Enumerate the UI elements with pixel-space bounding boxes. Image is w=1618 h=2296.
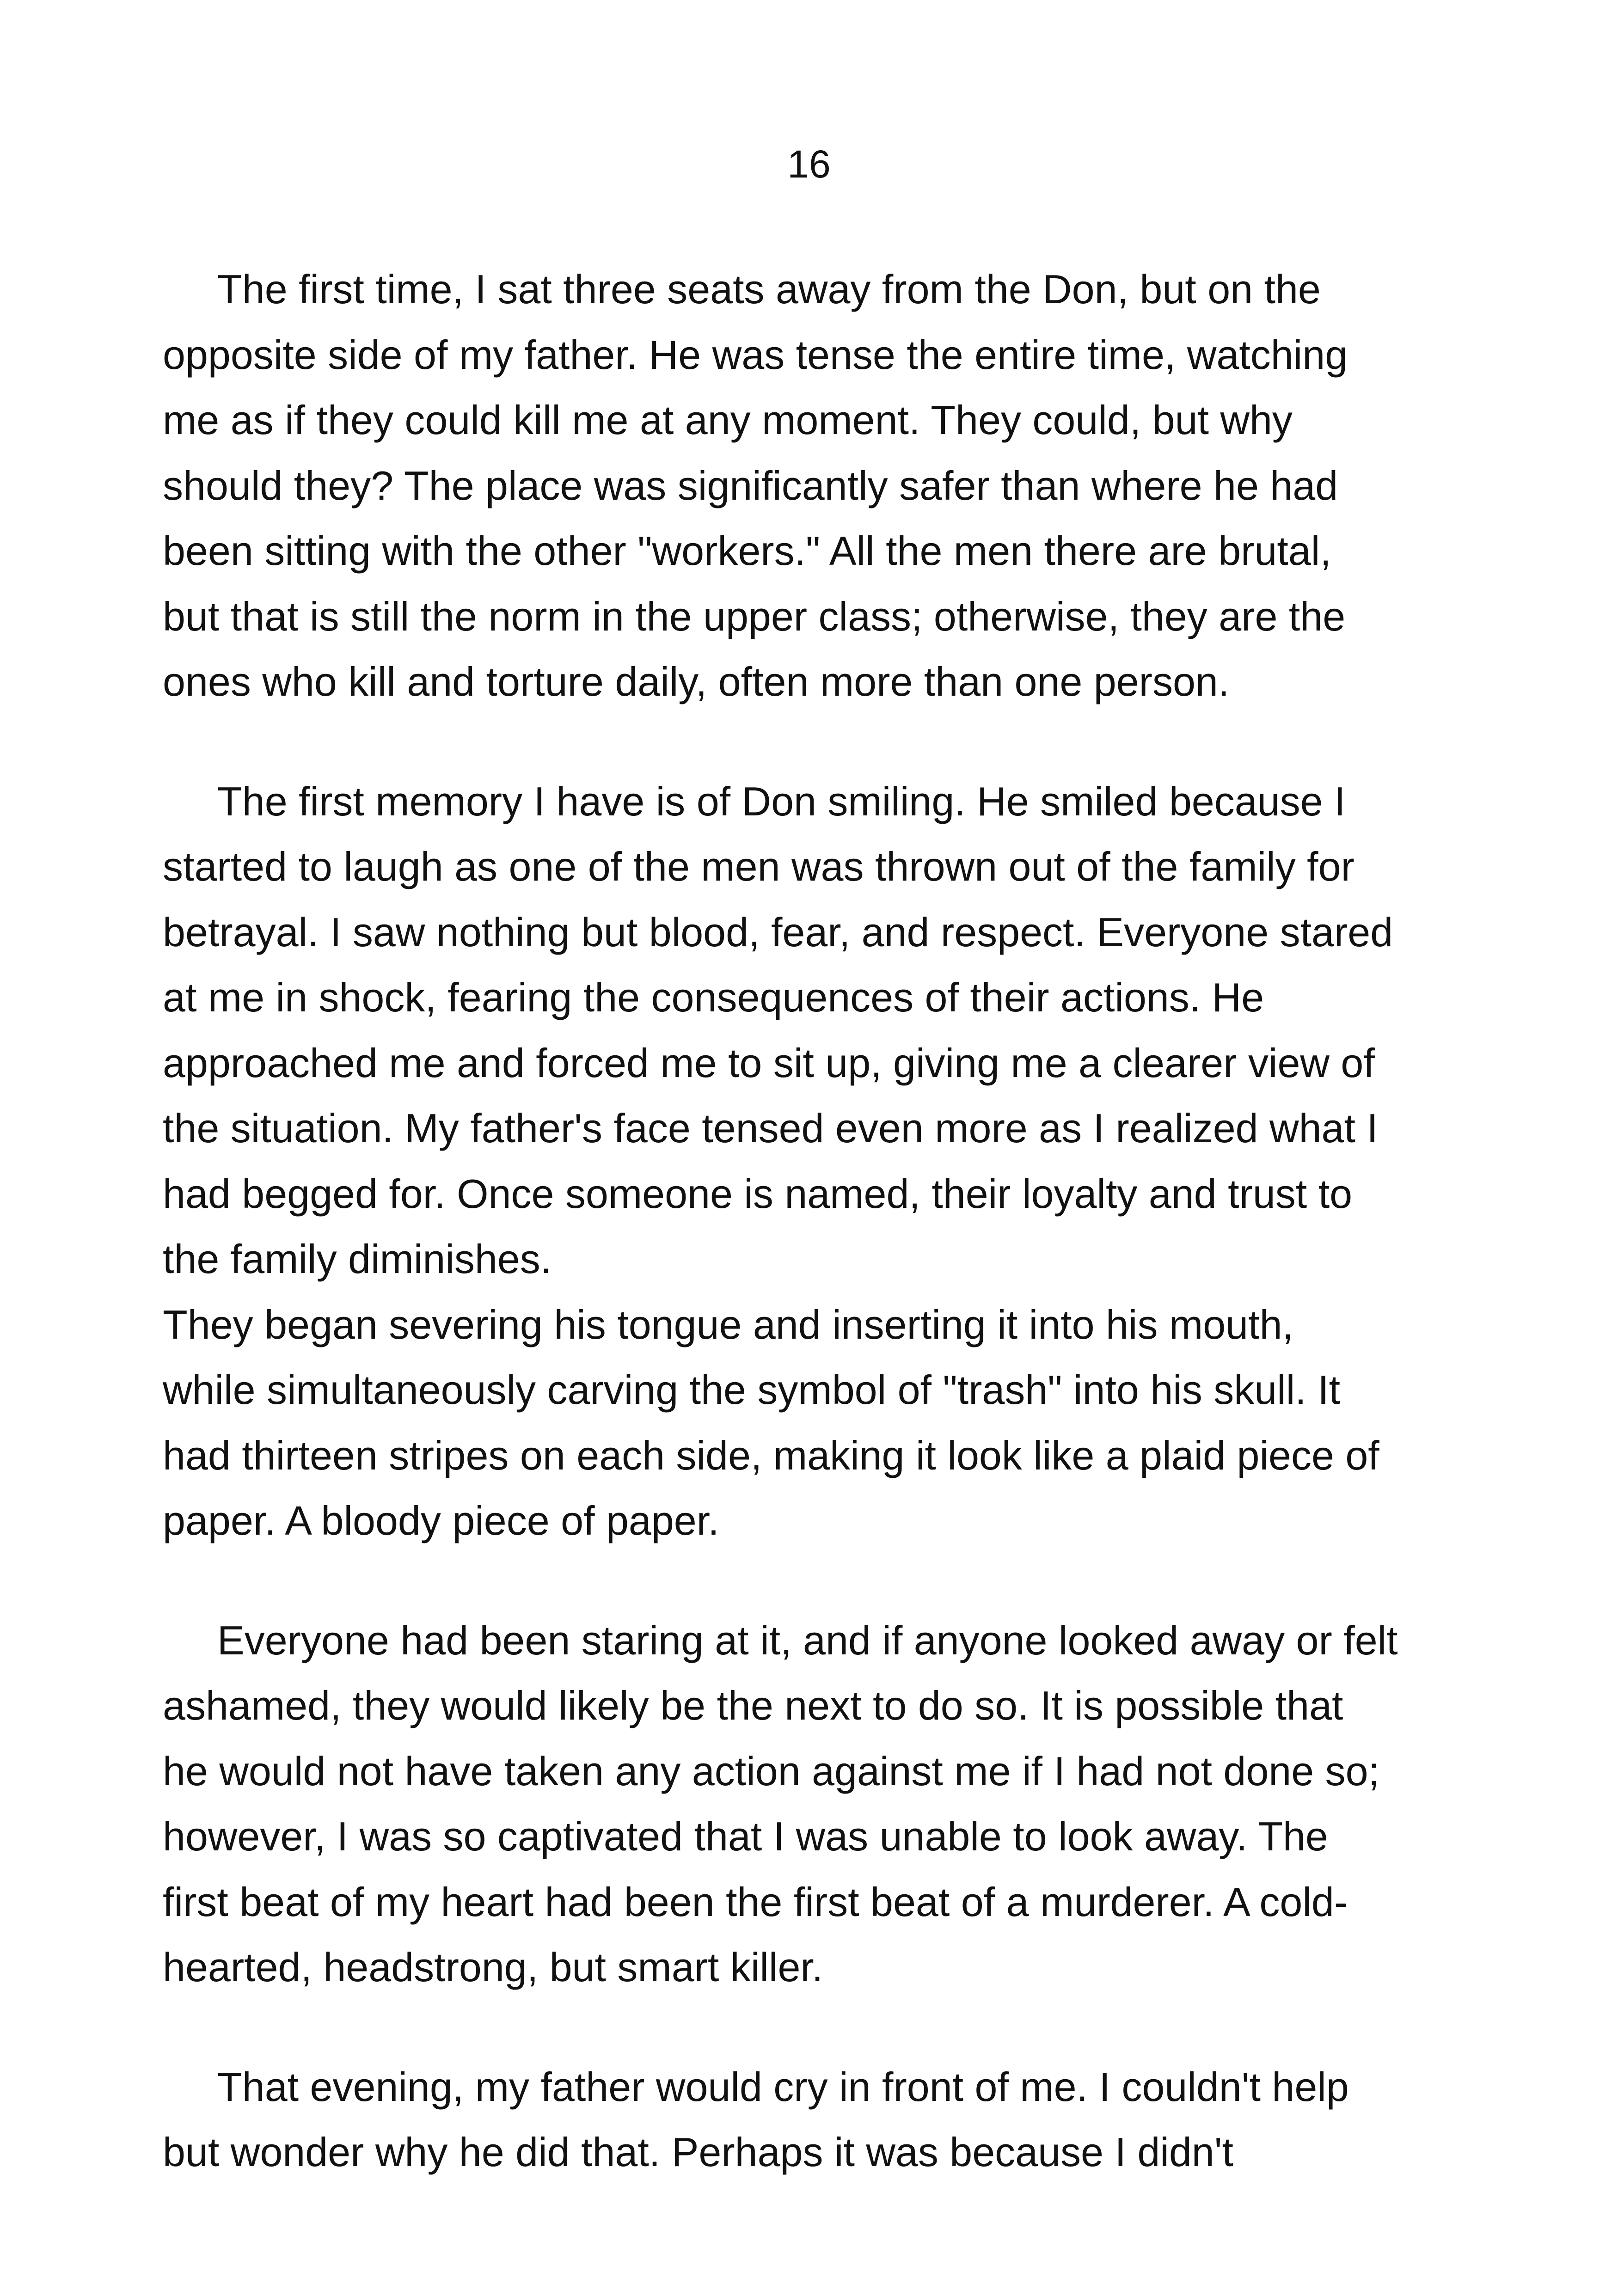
text-line: however, I was so captivated that I was unable to look away. The bbox=[163, 1813, 1328, 1859]
page-number: 16 bbox=[787, 142, 831, 186]
body-text bbox=[163, 257, 1466, 2185]
text-line: first beat of my heart had been the first beat of a murderer. A cold- bbox=[163, 1879, 1348, 1925]
text-line: should they? The place was significantly safer than where he had bbox=[163, 462, 1338, 508]
text-line: at me in shock, fearing the consequences of their actions. He bbox=[163, 974, 1264, 1020]
text-line: started to laugh as one of the men was thrown out of the family for bbox=[163, 844, 1354, 889]
paragraph-1 bbox=[163, 257, 1466, 715]
paragraph-gap bbox=[163, 2000, 1466, 2054]
text-line: the situation. My father's face tensed even more as I realized what I bbox=[163, 1105, 1378, 1151]
text-line: had begged for. Once someone is named, their loyalty and trust to bbox=[163, 1170, 1353, 1217]
text-line: he would not have taken any action against me if I had not done so; bbox=[163, 1748, 1380, 1794]
text-line: the family diminishes. bbox=[163, 1236, 552, 1282]
text-line: The first memory I have is of Don smiling. He smiled because I bbox=[217, 778, 1346, 824]
text-line: Everyone had been staring at it, and if anyone looked away or felt bbox=[217, 1617, 1398, 1663]
text-line: approached me and forced me to sit up, giving me a clearer view of bbox=[163, 1040, 1375, 1086]
paragraph-gap bbox=[163, 715, 1466, 769]
text-line: The first time, I sat three seats away from the Don, but on the bbox=[217, 266, 1321, 312]
text-line: had thirteen stripes on each side, making it look like a plaid piece of bbox=[163, 1432, 1379, 1478]
text-line: betrayal. I saw nothing but blood, fear, and respect. Everyone stared bbox=[163, 909, 1393, 955]
paragraph-gap bbox=[163, 1554, 1466, 1608]
text-line: but that is still the norm in the upper class; otherwise, they are the bbox=[163, 593, 1346, 639]
text-line: hearted, headstrong, but smart killer. bbox=[163, 1944, 823, 1990]
text-line: while simultaneously carving the symbol of "trash" into his skull. It bbox=[163, 1367, 1341, 1413]
text-line: ones who kill and torture daily, often more than one person. bbox=[163, 659, 1230, 704]
paragraph-2 bbox=[163, 769, 1466, 1292]
text-line: me as if they could kill me at any moment. They could, but why bbox=[163, 397, 1293, 443]
text-line: but wonder why he did that. Perhaps it was because I didn't bbox=[163, 2129, 1233, 2175]
text-line: been sitting with the other "workers." All the men there are brutal, bbox=[163, 528, 1331, 574]
text-line: opposite side of my father. He was tense the entire time, watching bbox=[163, 331, 1348, 378]
text-line: ashamed, they would likely be the next to do so. It is possible that bbox=[163, 1683, 1343, 1728]
text-line: That evening, my father would cry in front of me. I couldn't help bbox=[217, 2063, 1349, 2110]
paragraph-4 bbox=[163, 1608, 1466, 2000]
paragraph-3 bbox=[163, 1292, 1466, 1554]
text-line: They began severing his tongue and inserting it into his mouth, bbox=[163, 1301, 1293, 1347]
paragraph-5 bbox=[163, 2054, 1466, 2185]
text-line: paper. A bloody piece of paper. bbox=[163, 1498, 719, 1543]
